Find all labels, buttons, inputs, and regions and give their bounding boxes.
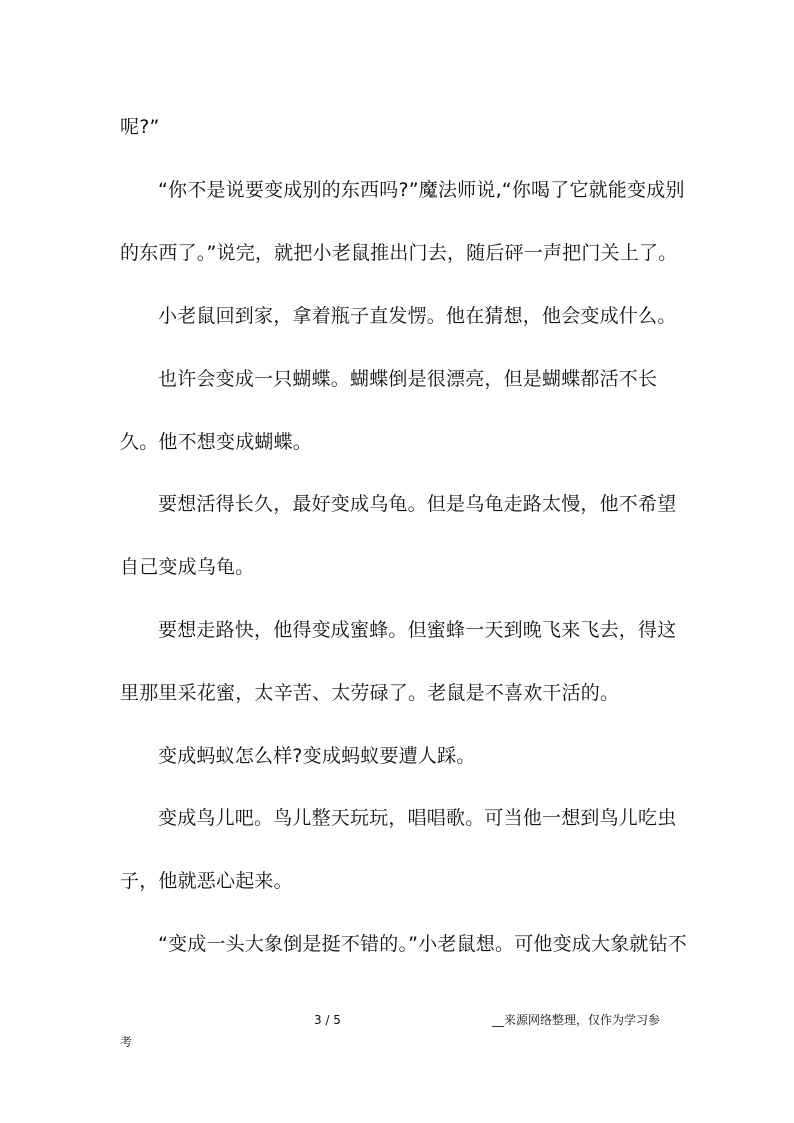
- text-line: 里那里采花蜜，太辛苦、太劳碌了。老鼠是不喜欢干活的。: [120, 682, 620, 704]
- text-line: 的东西了。”说完，就把小老鼠推出门去，随后砰一声把门关上了。: [120, 242, 678, 264]
- page-number: 3 / 5: [314, 1013, 341, 1027]
- text-line: 呢?”: [120, 116, 160, 138]
- text-line: 小老鼠回到家，拿着瓶子直发愣。他在猜想，他会变成什么。: [158, 305, 677, 327]
- text-line: 也许会变成一只蝴蝶。蝴蝶倒是很漂亮，但是蝴蝶都活不长: [158, 368, 658, 390]
- source-note-continued: 考: [120, 1035, 133, 1049]
- text-line: “变成一头大象倒是挺不错的。”小老鼠想。可他变成大象就钻不: [158, 933, 687, 955]
- text-line: 久。他不想变成蝴蝶。: [120, 431, 313, 453]
- source-note: __来源网络整理，仅作为学习参: [492, 1013, 661, 1027]
- text-line: 子，他就恶心起来。: [120, 870, 293, 892]
- text-line: 变成蚂蚁怎么样?变成蚂蚁要遭人踩。: [158, 745, 476, 767]
- text-line: 要想活得长久，最好变成乌龟。但是乌龟走路太慢，他不希望: [158, 493, 677, 515]
- text-line: 自己变成乌龟。: [120, 556, 255, 578]
- text-line: “你不是说要变成别的东西吗?”魔法师说,“你喝了它就能变成别: [158, 179, 685, 201]
- text-line: 要想走路快，他得变成蜜蜂。但蜜蜂一天到晚飞来飞去，得这: [158, 619, 677, 641]
- text-line: 变成鸟儿吧。鸟儿整天玩玩，唱唱歌。可当他一想到鸟儿吃虫: [158, 807, 677, 829]
